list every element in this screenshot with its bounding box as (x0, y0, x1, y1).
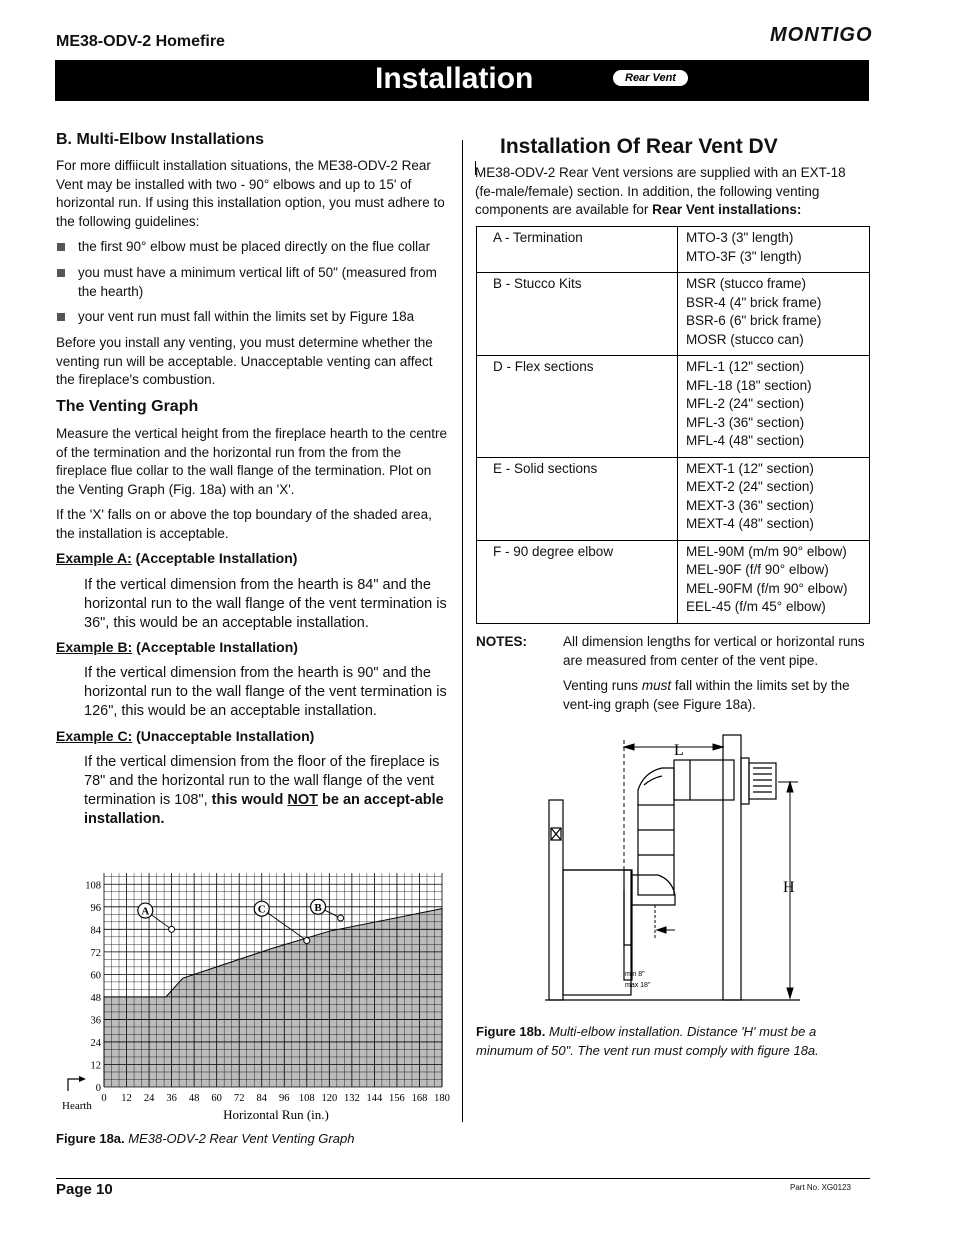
section-b-intro: For more diffiicult installation situations, the ME38-ODV-2 Rear Vent may be installed with two - 90° elbows and up to 15' of horizontal run. If using this installation option, you must adhere to the following guidelines: (56, 158, 445, 229)
component-model: MFL-2 (24" section) (686, 396, 805, 411)
x-tick-label: 120 (321, 1093, 338, 1104)
venting-graph (56, 865, 456, 1127)
component-model: MOSR (stucco can) (686, 331, 804, 347)
components-table (476, 226, 870, 624)
component-name: D - Flex sections (477, 356, 678, 458)
y-tick-label: 84 (90, 925, 101, 937)
component-model: BSR-4 (4" brick frame) (686, 294, 822, 310)
y-tick-label: 96 (90, 902, 101, 914)
before-install-paragraph: Before you install any venting, you must determine whether the venting run will be acceptable. Unacceptable venting can affect the fireplace's combustion. (56, 335, 433, 387)
component-model: MFL-1 (12" section) (686, 359, 805, 374)
component-model: MTO-3F (3" length) (686, 248, 802, 264)
multi-elbow-diagram (540, 730, 820, 1010)
y-tick-label: 60 (90, 970, 101, 982)
x-tick-label: 168 (411, 1093, 428, 1104)
figure-18b-caption: Figure 18b. Multi-elbow installation. Distance 'H' must be a minumum of 50". The vent run must comply with figure 18a. (476, 1024, 819, 1058)
x-tick-label: 132 (343, 1093, 360, 1104)
venting-graph-heading: The Venting Graph (56, 398, 199, 415)
component-model: MEL-90FM (f/m 90° elbow) (686, 580, 848, 596)
rear-vent-title: Installation Of Rear Vent DV (500, 135, 778, 158)
component-model: MSR (stucco frame) (686, 276, 807, 291)
x-tick-label: 108 (298, 1093, 315, 1104)
part-number: Part No. XG0123 (790, 1183, 851, 1192)
component-model: MEXT-1 (12" section) (686, 460, 814, 476)
dimension-l-label: L (674, 742, 684, 759)
page-title: Installation (375, 62, 534, 95)
component-name: B - Stucco Kits (477, 273, 678, 356)
notes-label: NOTES: (476, 634, 528, 649)
y-tick-label: 12 (90, 1060, 101, 1072)
example-point-b (338, 915, 344, 921)
column-divider (462, 140, 463, 1122)
y-tick-label: 48 (90, 992, 101, 1004)
example-point-a (169, 926, 175, 932)
bullet-item: your vent run must fall within the limits set by Figure 18a (56, 308, 448, 327)
table-row (477, 540, 870, 623)
component-model: BSR-6 (6" brick frame) (686, 313, 822, 328)
component-name: F - 90 degree elbow (477, 540, 678, 623)
x-tick-label: 144 (366, 1093, 383, 1104)
component-model: MEXT-2 (24" section) (686, 479, 814, 494)
dimension-h-label: H (783, 879, 795, 896)
x-tick-label: 96 (279, 1093, 290, 1104)
x-tick-label: 156 (389, 1093, 405, 1104)
component-models (678, 457, 870, 540)
min-label: min 8" (625, 971, 645, 978)
component-models (678, 273, 870, 356)
x-axis-label: Horizontal Run (in.) (223, 1107, 329, 1122)
table-row (477, 356, 870, 458)
rear-vent-intro: ME38-ODV-2 Rear Vent versions are supplied with an EXT-18 (fe-male/female) section. In addition, the following venting components are available for Rear Vent installations: (475, 165, 846, 217)
x-tick-label: 60 (211, 1093, 222, 1104)
component-model: EEL-45 (f/m 45° elbow) (686, 599, 826, 614)
component-models (678, 227, 870, 273)
y-tick-label: 24 (90, 1037, 101, 1049)
example-c-heading: Example C: (Unacceptable Installation) (56, 728, 315, 744)
component-model: MEL-90F (f/f 90° elbow) (686, 562, 829, 577)
outer-wall (723, 735, 741, 1000)
example-b-heading: Example B: (Acceptable Installation) (56, 639, 298, 655)
max-label: max 18" (625, 982, 651, 989)
component-models (678, 540, 870, 623)
table-row (477, 457, 870, 540)
table-row (477, 273, 870, 356)
venting-graph-paragraph: Measure the vertical height from the fireplace hearth to the centre of the termination and the horizontal run from the from the fireplace flue collar to the wall flange of the termination. Plot on the Venting Graph (Fig. 18a) with an 'X'. (56, 426, 447, 497)
hearth-arrowhead (79, 1076, 86, 1082)
component-model: MFL-3 (36" section) (686, 414, 805, 430)
y-tick-label: 72 (90, 947, 101, 959)
example-a-heading: Example A: (Acceptable Installation) (56, 550, 298, 566)
y-tick-label: 108 (85, 880, 101, 892)
component-model: MEXT-3 (36" section) (686, 497, 814, 513)
example-label: C (257, 903, 266, 916)
title-band (55, 60, 869, 101)
document-model-title: ME38-ODV-2 Homefire (56, 33, 225, 50)
example-c-text: If the vertical dimension from the floor of the fireplace is 78" and the horizontal run to the wall flange of the vent termination is 108", this would NOT be an accept-able installation. (84, 754, 444, 827)
note-venting-runs: Venting runs must fall within the limits set by the vent-ing graph (see Figure 18a). (563, 678, 850, 712)
x-tick-label: 72 (233, 1093, 245, 1104)
note-dimensions: All dimension lengths for vertical or horizontal runs are measured from center of the vent pipe. (563, 634, 865, 668)
example-point-c (304, 938, 310, 944)
x-tick-label: 0 (101, 1093, 107, 1104)
bullet-item: the first 90° elbow must be placed directly on the flue collar (56, 238, 448, 257)
footer-rule (56, 1178, 870, 1179)
y-tick-label: 0 (95, 1083, 101, 1094)
brand-logo: MONTIGO (770, 24, 873, 46)
bullet-item: you must have a minimum vertical lift of 50" (measured from the hearth) (56, 264, 448, 301)
y-tick-label: 36 (90, 1015, 101, 1027)
component-model: MFL-4 (48" section) (686, 433, 805, 448)
acceptable-region (104, 909, 442, 1087)
x-tick-label: 180 (434, 1093, 450, 1104)
rear-vent-badge: Rear Vent (613, 70, 688, 86)
component-model: MTO-3 (3" length) (686, 230, 794, 245)
example-label: A (141, 905, 150, 918)
x-tick-label: 48 (188, 1093, 200, 1104)
x-tick-label: 36 (166, 1093, 177, 1104)
x-tick-label: 24 (143, 1093, 155, 1104)
acceptable-paragraph: If the 'X' falls on or above the top boundary of the shaded area, the installation is acceptable. (56, 507, 432, 541)
example-b-text: If the vertical dimension from the hearth is 90" and the horizontal run to the wall flange of the vent termination is 126", this would be an acceptable installation. (84, 665, 447, 719)
component-name: A - Termination (477, 227, 678, 273)
example-label: B (314, 901, 322, 914)
component-model: MEL-90M (m/m 90° elbow) (686, 543, 847, 559)
section-b-title: B. Multi-Elbow Installations (56, 131, 264, 148)
hearth-label: Hearth (62, 1100, 92, 1112)
example-a-text: If the vertical dimension from the hearth is 84" and the horizontal run to the wall flange of the vent termination is 36", this would be an acceptable installation. (84, 577, 447, 631)
component-model: MEXT-4 (48" section) (686, 516, 814, 531)
termination-flange (741, 758, 749, 804)
table-row (477, 227, 870, 273)
x-tick-label: 84 (256, 1093, 267, 1104)
page-number: Page 10 (56, 1181, 113, 1198)
component-model: MFL-18 (18" section) (686, 377, 812, 393)
x-tick-label: 12 (121, 1093, 132, 1104)
component-name: E - Solid sections (477, 457, 678, 540)
fireplace-box (563, 870, 631, 995)
horizontal-pipe (674, 760, 734, 800)
component-models (678, 356, 870, 458)
figure-18a-caption: Figure 18a. ME38-ODV-2 Rear Vent Venting Graph (56, 1131, 355, 1146)
